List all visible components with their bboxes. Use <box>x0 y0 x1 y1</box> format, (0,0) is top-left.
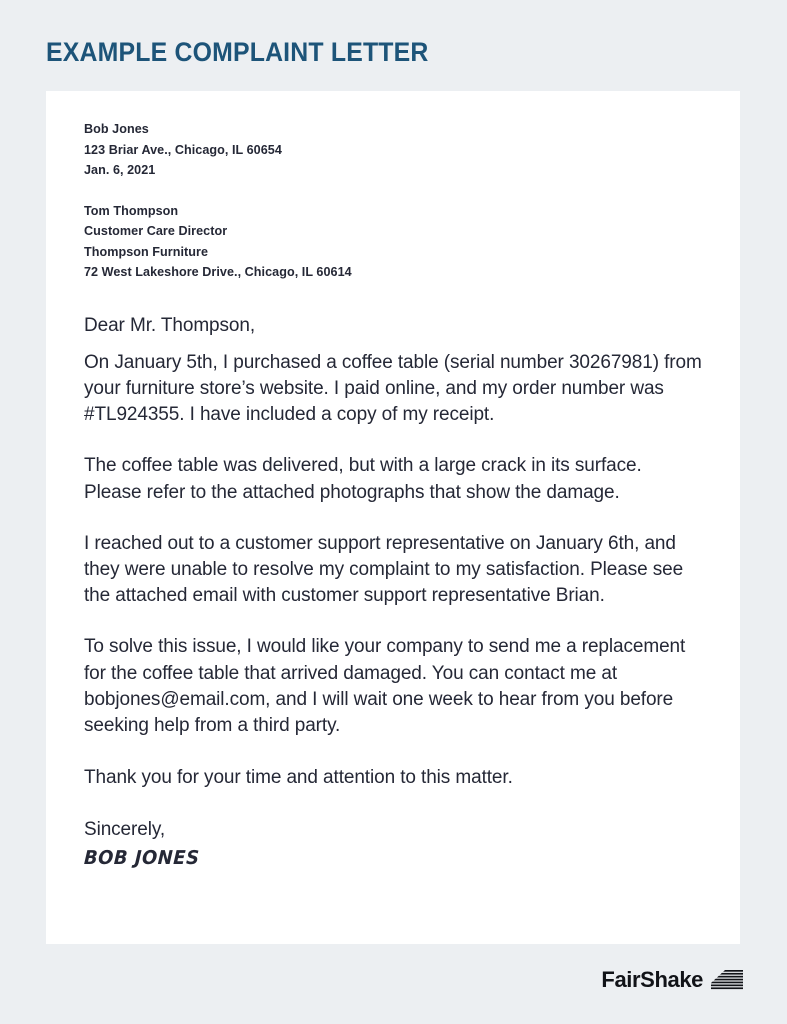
recipient-name: Tom Thompson <box>84 203 179 218</box>
sender-name: Bob Jones <box>84 122 149 136</box>
recipient-address-block <box>84 201 702 283</box>
letter-paragraph-4: To solve this issue, I would like your company to send me a replacement for the coffee table that arrived damaged. You can contact me at bobjones@email.com, and I will wait one week to hear from you before seeking help from a third party. <box>84 636 686 736</box>
letter-signature: BOB JONES <box>83 846 201 869</box>
brand-name: FairShake <box>601 967 703 992</box>
letter-salutation: Dear Mr. Thompson, <box>84 314 256 336</box>
recipient-address: 72 West Lakeshore Drive., Chicago, IL 60614 <box>84 265 352 279</box>
letter-paragraph-2: The coffee table was delivered, but with a large crack in its surface. Please refer to the attached photographs that show the damage. <box>84 455 642 503</box>
recipient-company: Thompson Furniture <box>84 244 209 259</box>
sender-address-block <box>84 119 702 181</box>
footer-brand <box>0 963 787 997</box>
letter-date: Jan. 6, 2021 <box>84 163 156 177</box>
letter-paragraph-5: Thank you for your time and attention to this matter. <box>84 767 513 789</box>
recipient-title: Customer Care Director <box>84 224 228 238</box>
page-title: EXAMPLE COMPLAINT LETTER <box>46 37 429 67</box>
letter-paragraph-3: I reached out to a customer support representative on January 6th, and they were unable to resolve my complaint to my satisfaction. Please see the attached email with customer support representative Brian. <box>84 532 684 607</box>
letter-closing: Sincerely, <box>84 819 166 841</box>
letter-card <box>46 91 740 944</box>
sender-address: 123 Briar Ave., Chicago, IL 60654 <box>84 142 282 157</box>
letter-paragraph-1: On January 5th, I purchased a coffee table (serial number 30267981) from your furniture store’s website. I paid online, and my order number was #TL924355. I have included a copy of my receipt. <box>84 351 702 426</box>
striped-flag-icon <box>711 970 743 990</box>
